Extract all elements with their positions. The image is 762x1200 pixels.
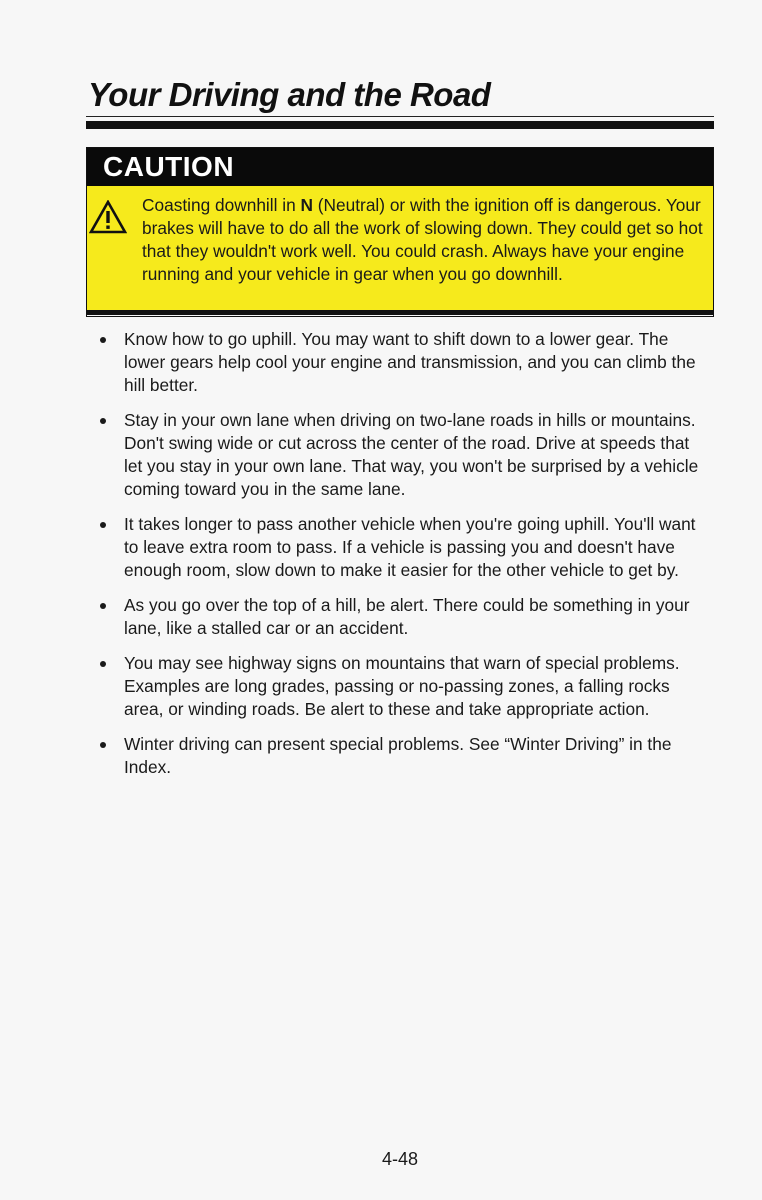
caution-text-before: Coasting downhill in — [142, 195, 301, 215]
list-item — [98, 594, 710, 640]
caution-label: CAUTION — [103, 151, 235, 182]
caution-header — [87, 148, 713, 186]
list-item-text: Winter driving can present special problems. See “Winter Driving” in the Index. — [124, 734, 672, 777]
bullet-icon — [100, 661, 106, 667]
list-item-text: You may see highway signs on mountains that warn of special problems. Examples are long grades, passing or no-passing zones, a falling rocks area, or winding roads. Be alert to these and take appropriate action. — [124, 653, 680, 719]
caution-text-after: (Neutral) or with the ignition off is dangerous. Your brakes will have to do all the work of slowing down. They could get so hot that they wouldn't work well. You could crash. Always have your engine running and your vehicle in gear when you go downhill. — [142, 195, 703, 284]
neutral-gear-label: N — [300, 195, 313, 215]
list-item-text: It takes longer to pass another vehicle when you're going uphill. You'll want to leave extra room to pass. If a vehicle is passing you and doesn't have enough room, slow down to make it easier for the other vehicle to get by. — [124, 514, 696, 580]
list-item — [98, 409, 710, 501]
caution-text — [142, 194, 710, 286]
list-item — [98, 652, 710, 721]
warning-triangle-icon — [89, 200, 127, 234]
list-item — [98, 733, 710, 779]
caution-box — [86, 147, 714, 317]
caution-body — [87, 186, 713, 315]
bullet-icon — [100, 418, 106, 424]
list-item-text: Stay in your own lane when driving on two-lane roads in hills or mountains. Don't swing wide or cut across the center of the road. Drive at speeds that let you stay in your own lane. That way, you won't be surprised by a vehicle coming toward you in the same lane. — [124, 410, 699, 499]
bullet-icon — [100, 603, 106, 609]
title-rule-thick — [86, 121, 714, 129]
bullet-icon — [100, 742, 106, 748]
page-title: Your Driving and the Road — [88, 76, 491, 113]
title-rule-thin — [86, 116, 714, 117]
tips-list — [98, 328, 710, 791]
list-item — [98, 328, 710, 397]
bullet-icon — [100, 337, 106, 343]
list-item-text: Know how to go uphill. You may want to shift down to a lower gear. The lower gears help cool your engine and transmission, and you can climb the hill better. — [124, 329, 696, 395]
page-number: 4-48 — [381, 1149, 419, 1169]
list-item — [98, 513, 710, 582]
list-item-text: As you go over the top of a hill, be alert. There could be something in your lane, like a stalled car or an accident. — [124, 595, 690, 638]
bullet-icon — [100, 522, 106, 528]
